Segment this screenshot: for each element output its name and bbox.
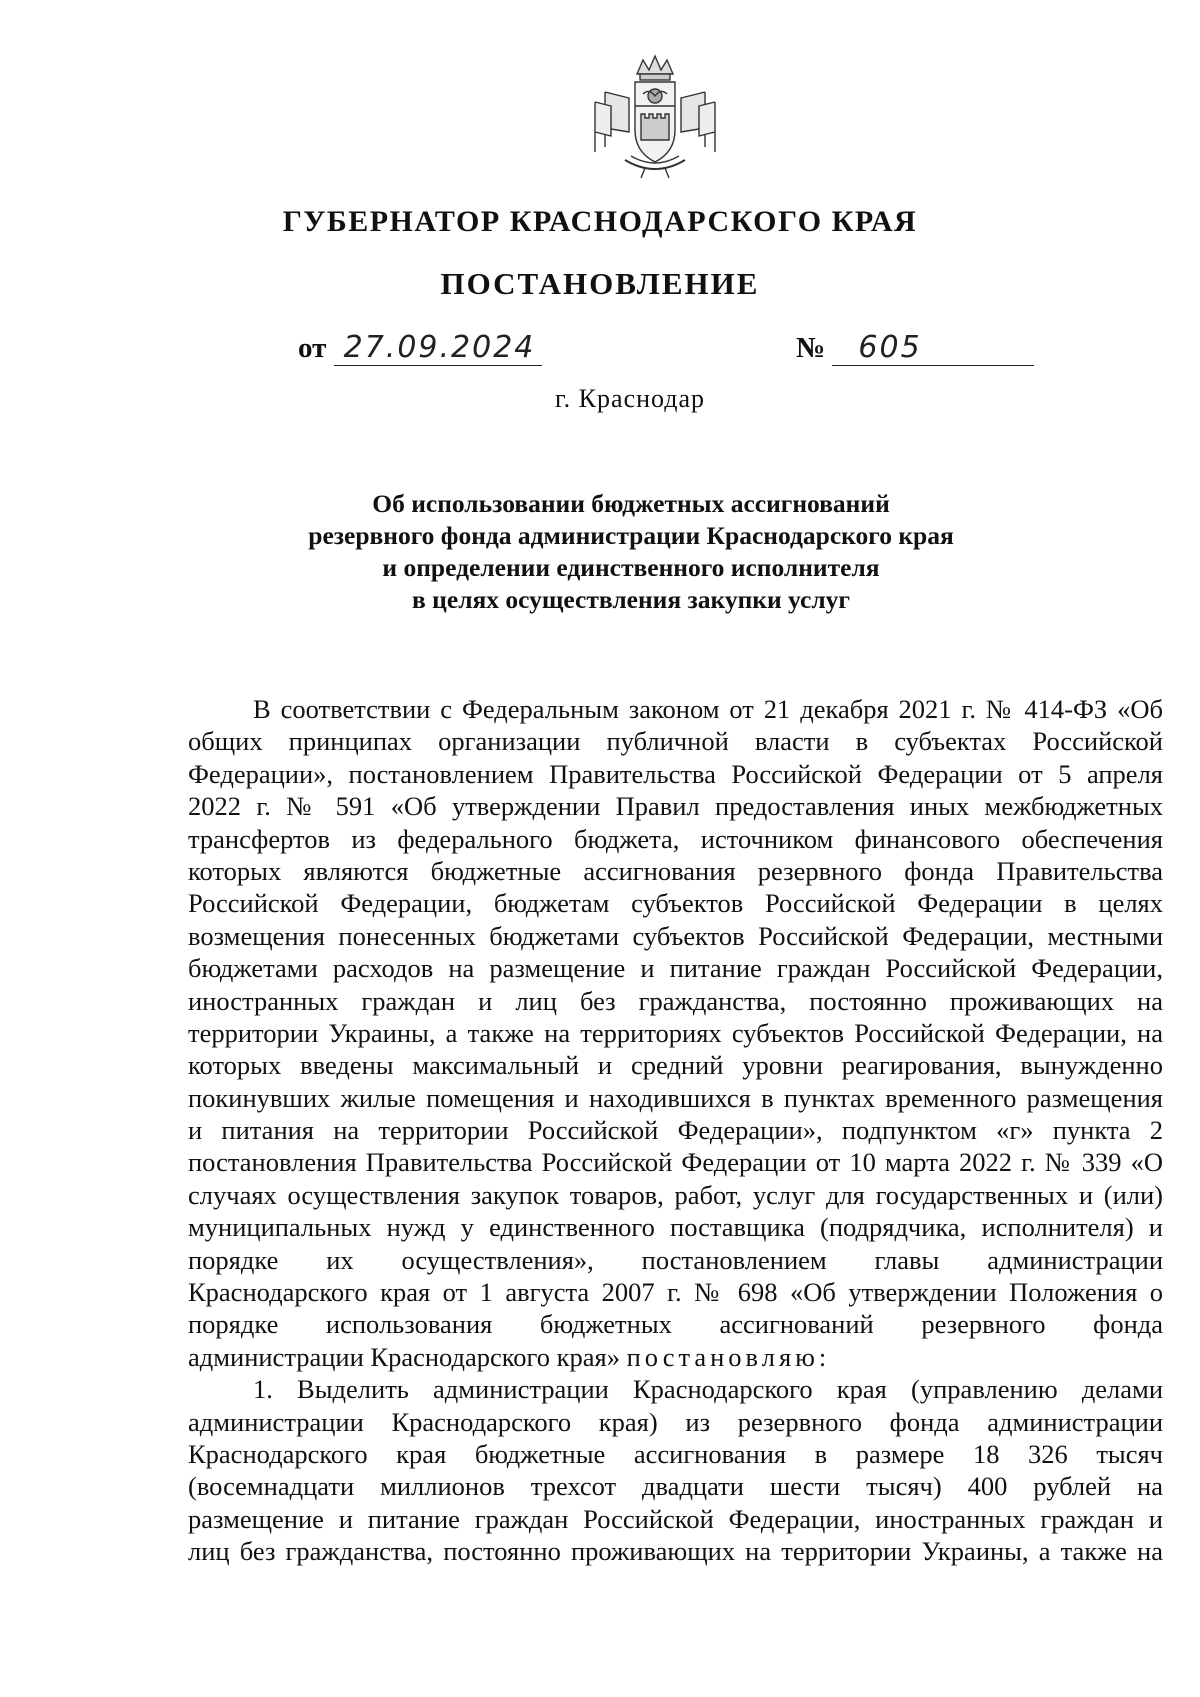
body-line: территории Украины, а также на территориях субъектов Российской Федерации, на (188, 1017, 1163, 1048)
document-type: ПОСТАНОВЛЕНИЕ (440, 266, 760, 301)
body-line: постановления Правительства Российской Федерации от 10 марта 2022 г. № 339 «О (188, 1147, 1163, 1178)
preamble-last-text: администрации Краснодарского края» (188, 1341, 620, 1372)
body-line: покинувших жилые помещения и находившихся в пунктах временного размещения (188, 1082, 1163, 1113)
body-line: которых являются бюджетные ассигнования резервного фонда Правительства (188, 855, 1163, 886)
body-line: порядке использования бюджетных ассигнований резервного фонда (188, 1309, 1163, 1340)
body-line: муниципальных нужд у единственного поставщика (подрядчика, исполнителя) и (188, 1212, 1163, 1243)
number-value: 605 (832, 330, 1034, 366)
date-value: 27.09.2024 (334, 330, 542, 366)
body-line: общих принципах организации публичной власти в субъектах Российской (188, 726, 1163, 757)
body-line: иностранных граждан и лиц без гражданства, постоянно проживающих на (188, 985, 1163, 1016)
document-title (0, 488, 1200, 616)
document-number (796, 330, 1034, 366)
body-line: трансфертов из федерального бюджета, источником финансового обеспечения (188, 823, 1163, 854)
title-line: Об использовании бюджетных ассигнований (372, 489, 890, 518)
body-line: и питания на территории Российской Федерации», подпунктом «г» пункта 2 (188, 1115, 1163, 1146)
body-line: бюджетами расходов на размещение и питание граждан Российской Федерации, (188, 953, 1163, 984)
title-line: резервного фонда администрации Краснодарского края (308, 521, 954, 550)
document-date (298, 330, 542, 366)
date-prefix: от (298, 332, 327, 364)
body-line (188, 1341, 1163, 1373)
body-line: Краснодарского края бюджетные ассигнования в размере 18 326 тысяч (188, 1438, 1163, 1469)
body-line: Российской Федерации, бюджетам субъектов Российской Федерации в целях (188, 888, 1163, 919)
body-line: порядке их осуществления», постановлением главы администрации (188, 1244, 1163, 1275)
body-line: возмещения понесенных бюджетами субъектов Российской Федерации, местными (188, 920, 1163, 951)
body-line: 2022 г. № 591 «Об утверждении Правил предоставления иных межбюджетных (188, 791, 1163, 822)
body-line: лиц без гражданства, постоянно проживающих на территории Украины, а также на (188, 1536, 1163, 1567)
decree-word: постановляю: (626, 1341, 831, 1372)
title-line: и определении единственного исполнителя (382, 553, 880, 582)
number-prefix: № (796, 332, 826, 364)
issuing-authority: ГУБЕРНАТОР КРАСНОДАРСКОГО КРАЯ (282, 205, 918, 238)
body-line: Краснодарского края от 1 августа 2007 г. № 698 «Об утверждении Положения о (188, 1277, 1163, 1308)
issuing-city: г. Краснодар (554, 384, 706, 413)
document-body (188, 693, 1163, 1568)
body-line: администрации Краснодарского края) из резервного фонда администрации (188, 1406, 1163, 1437)
title-line: в целях осуществления закупки услуг (412, 585, 850, 614)
coat-of-arms-icon (585, 52, 725, 182)
body-line: случаях осуществления закупок товаров, работ, услуг для государственных и (или) (188, 1179, 1163, 1210)
body-line: Федерации», постановлением Правительства Российской Федерации от 5 апреля (188, 758, 1163, 789)
body-line: которых введены максимальный и средний уровни реагирования, вынужденно (188, 1050, 1163, 1081)
body-line: размещение и питание граждан Российской Федерации, иностранных граждан и (188, 1503, 1163, 1534)
body-line: 1. Выделить администрации Краснодарского края (управлению делами (253, 1374, 1163, 1405)
body-line: В соответствии с Федеральным законом от 21 декабря 2021 г. № 414-ФЗ «Об (253, 694, 1163, 724)
body-line: (восемнадцати миллионов трехсот двадцати шести тысяч) 400 рублей на (188, 1471, 1163, 1502)
